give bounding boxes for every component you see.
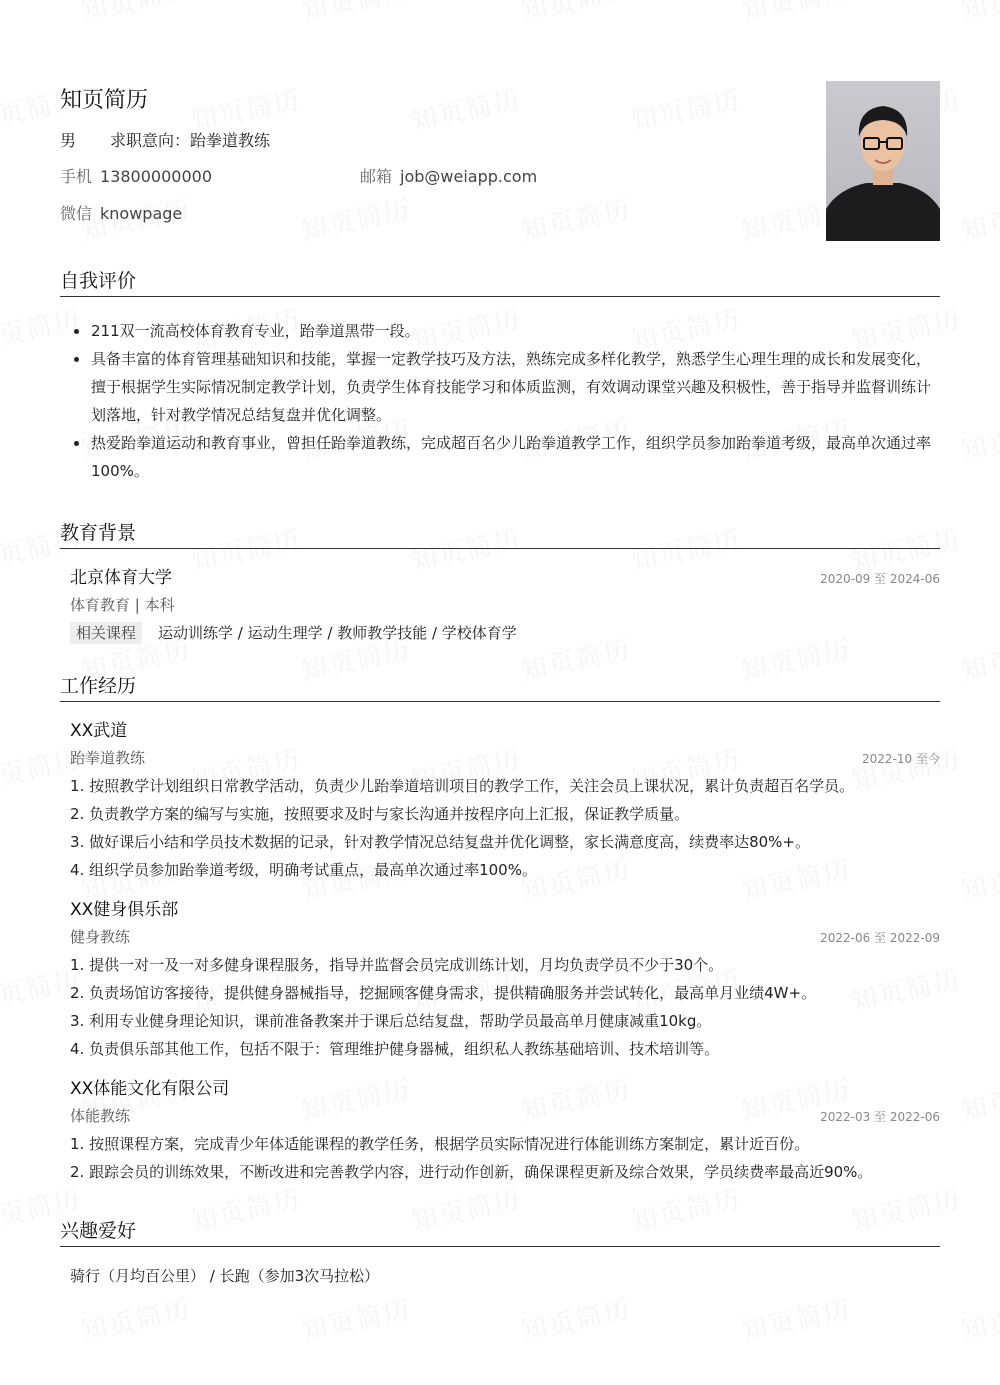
email-contact: [360, 164, 537, 187]
list-item: 4. 负责俱乐部其他工作，包括不限于：管理维护健身器械，组织私人教练基础培训、技术培训等。: [70, 1040, 720, 1058]
gender: 男: [60, 131, 77, 150]
company-name: XX健身俱乐部: [70, 900, 179, 920]
school-name: 北京体育大学: [70, 568, 172, 588]
list-item: 2. 负责教学方案的编写与实施，按照要求及时与家长沟通并按程序向上汇报，保证教学质量。: [70, 805, 690, 823]
education-date: 2020-09 至 2024-06: [820, 572, 940, 586]
hobbies-title: 兴趣爱好: [60, 1218, 940, 1247]
list-item: 211双一流高校体育教育专业，跆拳道黑带一段。: [72, 317, 940, 345]
course-list: 运动训练学 / 运动生理学 / 教师教学技能 / 学校体育学: [158, 624, 517, 642]
profile-photo: [826, 81, 940, 241]
education-title: 教育背景: [60, 520, 940, 549]
list-item: 3. 利用专业健身理论知识，课前准备教案并于课后总结复盘，帮助学员最高单月健康减重10kg。: [70, 1012, 712, 1030]
resume-header: [60, 0, 940, 250]
work-section: [60, 673, 940, 1186]
list-item: 2. 跟踪会员的训练效果，不断改进和完善教学内容，进行动作创新，确保课程更新及综合效果，学员续费率最高近90%。: [70, 1163, 873, 1181]
course-tag: 相关课程: [70, 622, 142, 644]
list-item: 4. 组织学员参加跆拳道考级，明确考试重点，最高单次通过率100%。: [70, 861, 537, 879]
list-item: 2. 负责场馆访客接待，提供健身器械指导，挖掘顾客健身需求，提供精确服务并尝试转化，最高单月业绩4W+。: [70, 984, 817, 1002]
wechat-value: knowpage: [100, 204, 183, 223]
wechat-contact: [60, 201, 182, 224]
course-row: [70, 619, 940, 647]
intent-row: [60, 128, 270, 151]
list-item: 1. 提供一对一及一对多健身课程服务，指导并监督会员完成训练计划，月均负责学员不少于30个。: [70, 956, 724, 974]
education-section: [60, 520, 940, 647]
company-name: XX体能文化有限公司: [70, 1079, 230, 1099]
duty-list: [70, 772, 940, 884]
phone-contact: [60, 164, 212, 187]
job-entry: [60, 1076, 940, 1186]
job-role: 健身教练: [70, 928, 131, 946]
list-item: 热爱跆拳道运动和教育事业，曾担任跆拳道教练，完成超百名少儿跆拳道教学工作，组织学员参加跆拳道考级，最高单次通过率100%。: [72, 429, 940, 485]
wechat-label: 微信: [60, 204, 93, 223]
phone-value: 13800000000: [100, 167, 212, 186]
job-role: 跆拳道教练: [70, 749, 146, 767]
duty-list: [70, 951, 940, 1063]
company-name: XX武道: [70, 721, 128, 741]
job-entry: [60, 897, 940, 1063]
email-value: job@weiapp.com: [400, 167, 538, 186]
hobbies-section: [60, 1218, 940, 1286]
person-avatar-icon: [826, 81, 940, 241]
education-entry: [60, 565, 940, 647]
job-intent: 求职意向：跆拳道教练: [110, 131, 271, 150]
job-date: 2022-06 至 2022-09: [820, 931, 940, 945]
resume-title: 知页简历: [60, 88, 149, 113]
self-eval-title: 自我评价: [60, 268, 940, 297]
list-item: 具备丰富的体育管理基础知识和技能，掌握一定教学技巧及方法，熟练完成多样化教学，熟悉学生心理生理的成长和发展变化，擅于根据学生实际情况制定教学计划，负责学生体育技能学习和体质监测，有效调动课堂兴趣及积极性，善于指导并监督训练计划落地，针对教学情况总结复盘并优化调整。: [72, 345, 940, 429]
job-date: 2022-10 至今: [862, 752, 940, 766]
job-entry: [60, 718, 940, 884]
hobbies-text: 骑行（月均百公里） / 长跑（参加3次马拉松）: [70, 1267, 380, 1285]
major-degree: 体育教育 | 本科: [70, 596, 175, 614]
list-item: 1. 按照课程方案，完成青少年体适能课程的教学任务，根据学员实际情况进行体能训练方案制定，累计近百份。: [70, 1135, 810, 1153]
work-title: 工作经历: [60, 673, 940, 702]
job-date: 2022-03 至 2022-06: [820, 1110, 940, 1124]
list-item: 3. 做好课后小结和学员技术数据的记录，针对教学情况总结复盘并优化调整，家长满意度高，续费率达80%+。: [70, 833, 810, 851]
phone-label: 手机: [60, 167, 93, 186]
job-role: 体能教练: [70, 1107, 131, 1125]
self-eval-section: [60, 268, 940, 485]
self-eval-list: [60, 317, 940, 485]
duty-list: [70, 1130, 940, 1186]
email-label: 邮箱: [360, 167, 393, 186]
list-item: 1. 按照教学计划组织日常教学活动，负责少儿跆拳道培训项目的教学工作，关注会员上课状况，累计负责超百名学员。: [70, 777, 855, 795]
